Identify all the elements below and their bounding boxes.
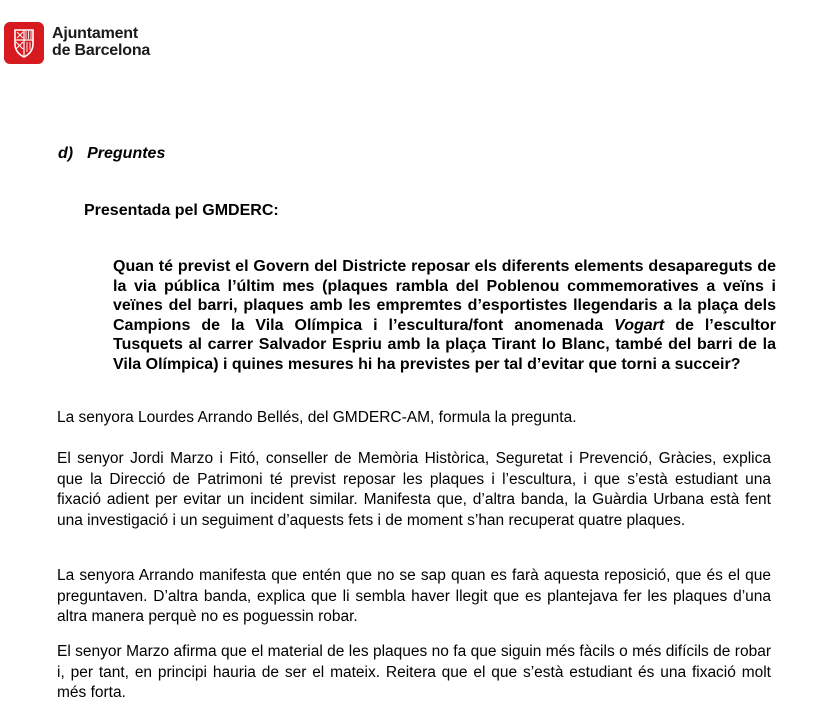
- paragraph-3: La senyora Arrando manifesta que entén que no se sap quan es farà aquesta reposició, que és el que preguntaven. D’altra banda, explica que li sembla haver llegit que es plantejava fer les plaques d’una altra manera perquè no es poguessin robar.: [57, 567, 771, 625]
- section-heading: [58, 145, 165, 163]
- organization-name: [52, 25, 150, 59]
- question-part1: Quan té previst el Govern del Districte reposar els diferents elements desapareguts de la via pública l’últim mes (plaques rambla del Poblenou commemoratives a veïns i veïnes del barri, plaques amb les empremtes d’esportistes llegendaris a la plaça dels Campions de la Vila Olímpica i l’escultura/font anomenada: [113, 258, 776, 334]
- paragraph-1: La senyora Lourdes Arrando Bellés, del GMDERC-AM, formula la pregunta.: [57, 409, 577, 426]
- paragraph-4: El senyor Marzo afirma que el material de les plaques no fa que siguin més fàcils o més difícils de robar i, per tant, en principi hauria de ser el mateix. Reitera que el que s’està estudiant és una fixació molt més forta.: [57, 643, 771, 701]
- question-italic-title: Vogart: [614, 316, 665, 334]
- org-name-line2: de Barcelona: [52, 42, 151, 59]
- section-letter: d): [58, 145, 74, 162]
- presented-by-heading: Presentada pel GMDERC:: [84, 202, 279, 219]
- section-title: Preguntes: [87, 145, 166, 162]
- barcelona-shield-icon: [4, 22, 44, 64]
- question-text: [113, 257, 776, 374]
- org-name-line1: Ajuntament: [52, 25, 139, 42]
- header-logo: [4, 22, 150, 64]
- paragraph-2: El senyor Jordi Marzo i Fitó, conseller de Memòria Històrica, Seguretat i Prevenció, Gràcies, explica que la Direcció de Patrimoni té previst reposar les plaques i l’escultura, i que s’està estudiant una fixació adient per evitar un incident similar. Manifesta que, d’altra banda, la Guàrdia Urbana està fent una investigació i un seguiment d’aquests fets i de moment s’han recuperat quatre plaques.: [57, 450, 771, 529]
- question-part2: de l’escultor Tusquets al carrer Salvador Espriu amb la plaça Tirant lo Blanc, també del barri de la Vila Olímpica) i quines mesures hi ha previstes per tal d’evitar que torni a succeir?: [113, 316, 776, 373]
